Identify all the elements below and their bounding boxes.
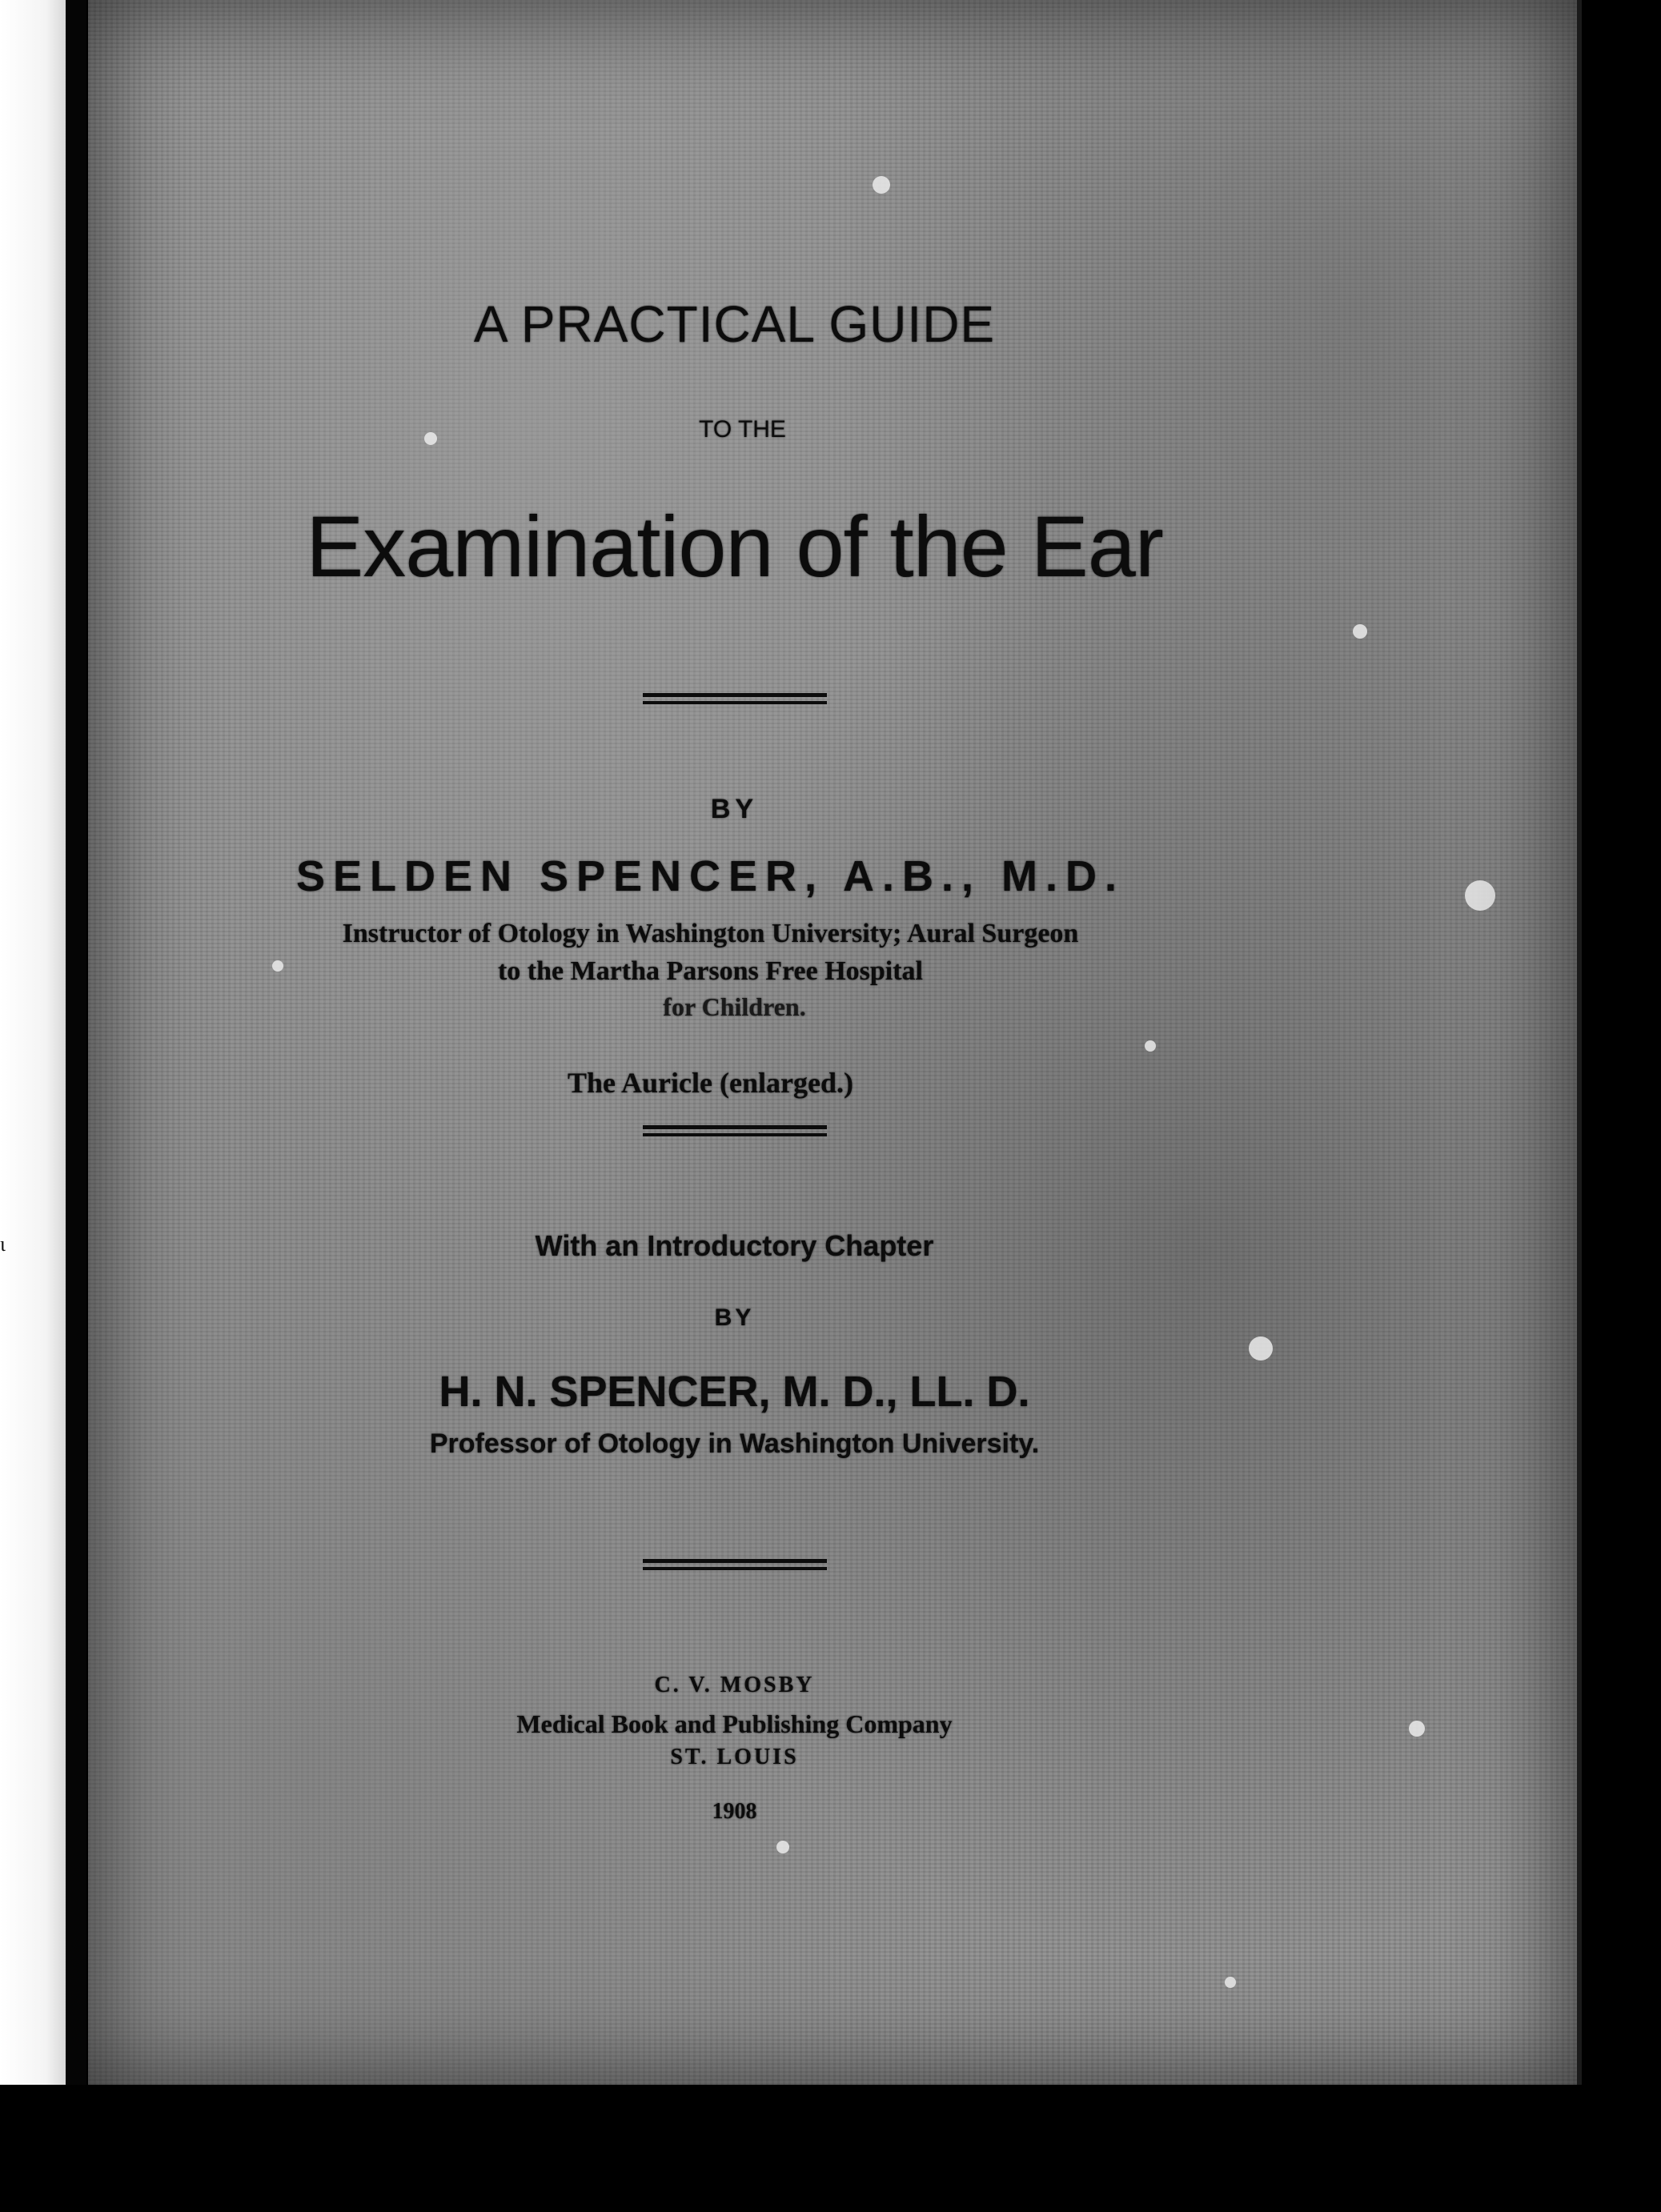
paper-speck — [776, 1841, 789, 1853]
primary-author-affiliation-line-2: to the Martha Parsons Free Hospital — [497, 956, 924, 986]
by-label: BY — [714, 1304, 755, 1331]
paper-speck — [1249, 1336, 1273, 1360]
paper-speck — [1353, 624, 1367, 639]
publisher-company: Medical Book and Publishing Company — [516, 1709, 953, 1738]
double-rule-divider — [643, 1559, 827, 1570]
paper-speck — [1225, 1977, 1236, 1988]
publisher-city: ST. LOUIS — [670, 1745, 799, 1769]
double-rule-divider — [643, 1125, 827, 1136]
primary-author-name: SELDEN SPENCER, A.B., M.D. — [295, 852, 1125, 900]
title-line-3: Examination of the Ear — [306, 498, 1163, 595]
publication-year: 1908 — [712, 1799, 757, 1824]
title-line-1: A PRACTICAL GUIDE — [473, 295, 996, 353]
plate-caption: The Auricle (enlarged.) — [568, 1067, 853, 1099]
primary-author-affiliation-line-1: Instructor of Otology in Washington University; Aural Surgeon — [342, 919, 1079, 948]
by-label: BY — [710, 794, 759, 824]
introductory-chapter-line: With an Introductory Chapter — [535, 1229, 934, 1262]
right-scan-border — [1582, 0, 1661, 2212]
double-rule-divider — [643, 693, 827, 704]
paper-speck — [1145, 1040, 1156, 1052]
publisher-name: C. V. MOSBY — [654, 1673, 815, 1697]
title-line-2: TO THE — [699, 416, 786, 443]
primary-author-affiliation-line-3: for Children. — [663, 992, 806, 1021]
edge-mark: ɩ — [0, 1232, 6, 1256]
paper-speck — [873, 176, 890, 194]
secondary-author-name: H. N. SPENCER, M. D., LL. D. — [439, 1368, 1030, 1416]
secondary-author-affiliation: Professor of Otology in Washington University. — [429, 1429, 1040, 1459]
bottom-scan-border — [0, 2085, 1661, 2212]
